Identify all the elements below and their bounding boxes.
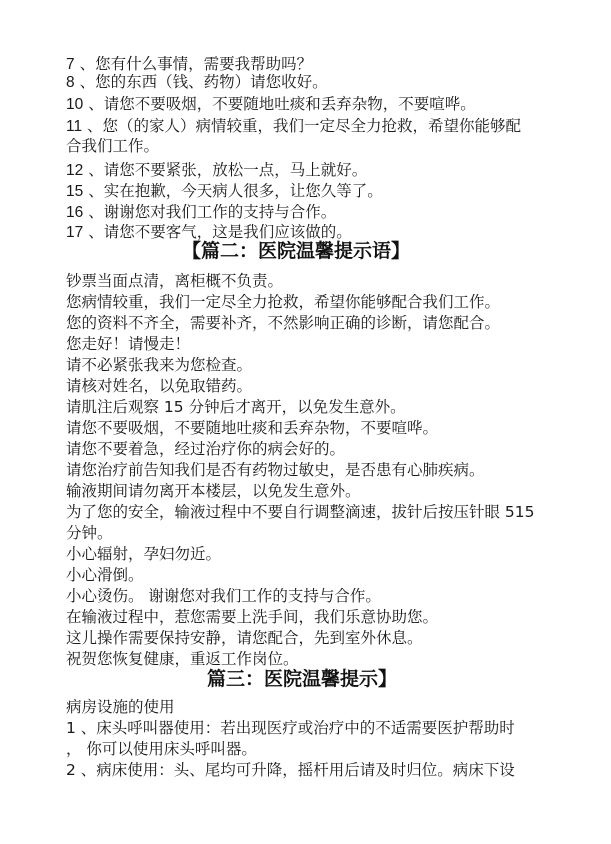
s2-line-13: 分钟。 [66,524,113,542]
s2-line-5: 请不必紧张我来为您检查。 [66,356,253,374]
item-16: 16 、谢谢您对我们工作的支持与合作。 [66,203,337,221]
s2-line-6: 请核对姓名，以免取错药。 [66,377,253,395]
item-12: 12 、请您不要紧张，放松一点，马上就好。 [66,161,368,179]
item-11-cont: 合我们工作。 [66,137,160,155]
s3-line-3: ， 你可以使用床头呼叫器。 [66,740,257,758]
s2-line-7: 请肌注后观察 15 分钟后才离开，以免发生意外。 [66,398,406,416]
item-17: 17 、请您不要客气，这是我们应该做的。 [66,223,352,241]
s2-line-9: 请您不要着急，经过治疗你的病会好的。 [66,440,346,458]
s2-line-16: 小心烫伤。 谢谢您对我们工作的支持与合作。 [66,587,381,605]
s2-line-19: 祝贺您恢复健康，重返工作岗位。 [66,650,299,668]
s3-line-1: 病房设施的使用 [66,698,175,716]
heading-part-three: 篇三：医院温馨提示】 [207,668,398,690]
s2-line-10: 请您治疗前告知我们是否有药物过敏史，是否患有心肺疾病。 [66,461,485,479]
s3-line-2: 1 、床头呼叫器使用：若出现医疗或治疗中的不适需要医护帮助时 [66,719,515,737]
s2-line-18: 这儿操作需要保持安静，请您配合，先到室外休息。 [66,629,423,647]
s2-line-2: 您病情较重，我们一定尽全力抢救，希望你能够配合我们工作。 [66,293,501,311]
s2-line-14: 小心辐射，孕妇勿近。 [66,545,222,563]
s2-line-8: 请您不要吸烟，不要随地吐痰和丢弃杂物，不要喧哗。 [66,419,439,437]
item-7: 7 、您有什么事情，需要我帮助吗？ [66,55,313,73]
item-8: 8 、您的东西（钱、药物）请您收好。 [66,73,328,91]
s2-line-4: 您走好！请慢走！ [66,335,191,353]
s2-line-11: 输液期间请勿离开本楼层，以免发生意外。 [66,482,361,500]
s2-line-1: 钞票当面点清，离柜概不负责。 [66,272,284,290]
heading-part-two: 【篇二：医院温馨提示语】 [182,240,411,262]
item-15: 15 、实在抱歉，今天病人很多，让您久等了。 [66,182,383,200]
s2-line-3: 您的资料不齐全，需要补齐，不然影响正确的诊断，请您配合。 [66,314,501,332]
item-11: 11 、您（的家人）病情较重，我们一定尽全力抢救，希望你能够配 [66,117,522,135]
s3-line-4: 2 、病床使用：头、尾均可升降，摇杆用后请及时归位。病床下设 [66,761,515,779]
s2-line-12: 为了您的安全，输液过程中不要自行调整滴速，拔针后按压针眼 515 [66,503,535,521]
s2-line-15: 小心滑倒。 [66,566,144,584]
s2-line-17: 在输液过程中，惹您需要上洗手间，我们乐意协助您。 [66,608,439,626]
item-10: 10 、请您不要吸烟，不要随地吐痰和丢弃杂物，不要喧哗。 [66,95,476,113]
